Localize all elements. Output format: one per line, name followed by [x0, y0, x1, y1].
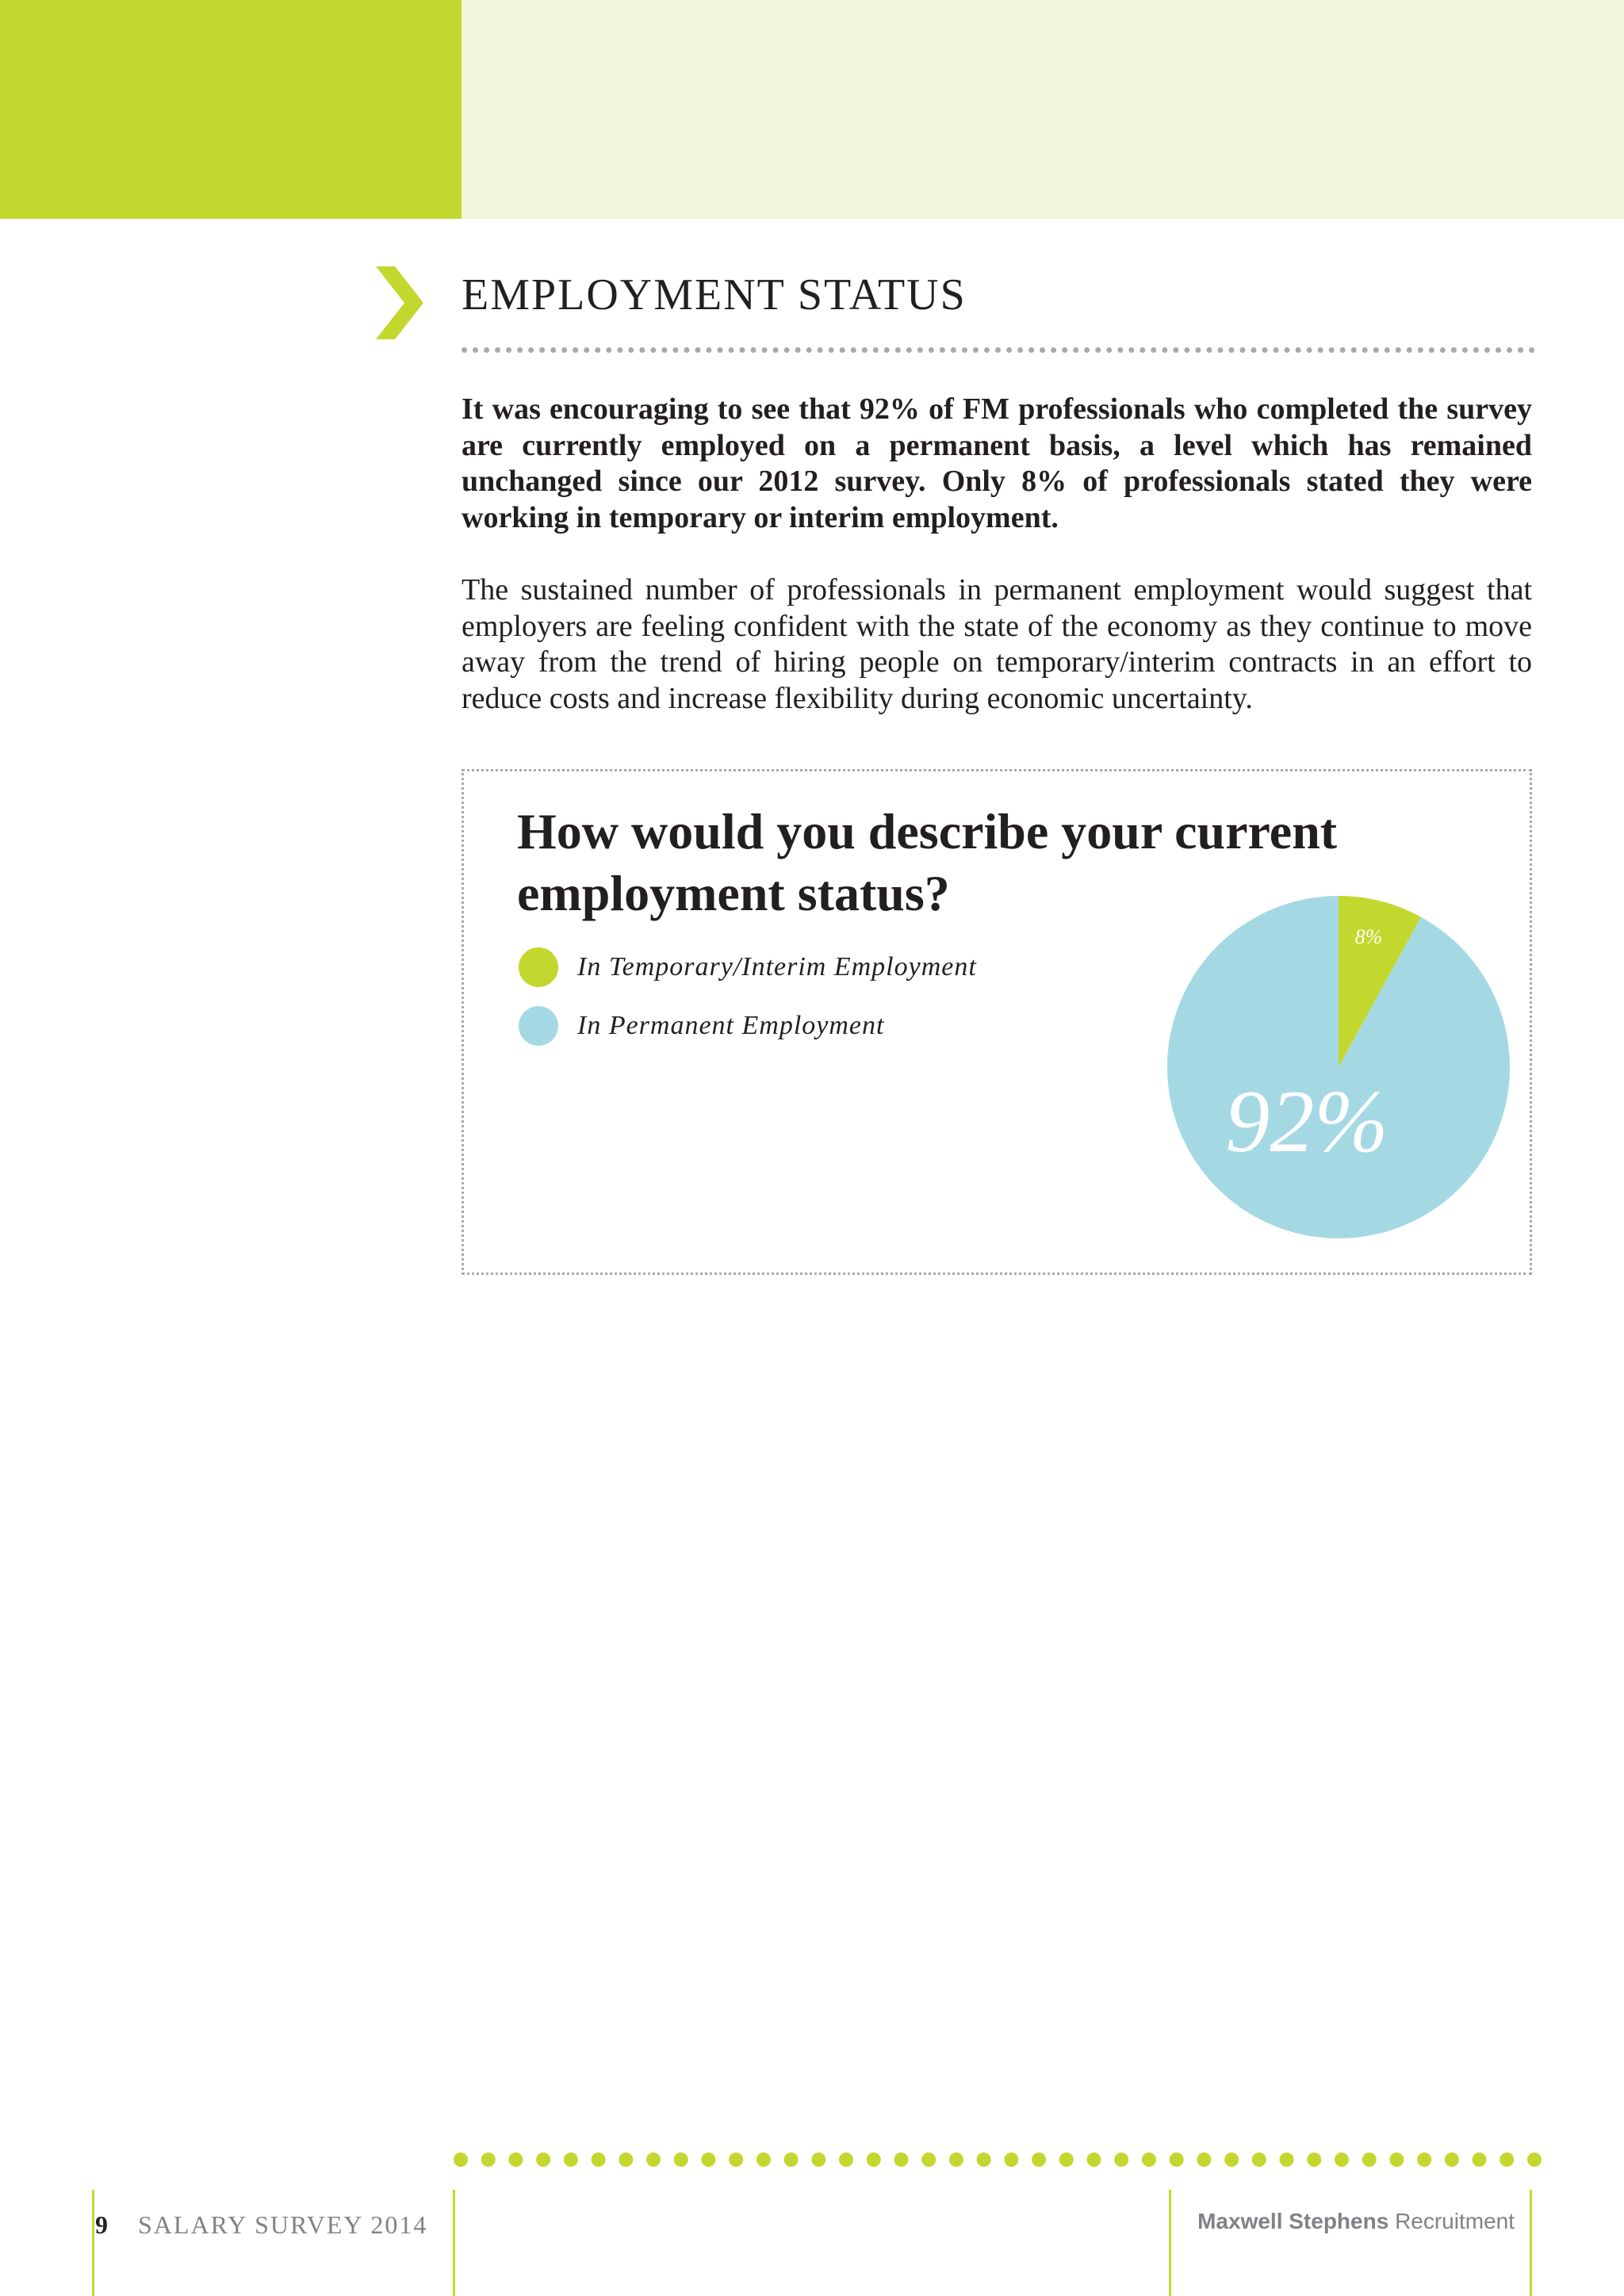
pie-slice-permanent — [1167, 896, 1510, 1238]
footer-dot — [1197, 2152, 1211, 2167]
footer-dot — [1527, 2152, 1542, 2167]
footer-dot — [536, 2152, 550, 2167]
footer-dot — [646, 2152, 661, 2167]
footer-dot — [1170, 2152, 1184, 2167]
footer-divider — [1169, 2190, 1171, 2296]
footer-dot — [1445, 2152, 1459, 2167]
publication-title: SALARY SURVEY 2014 — [138, 2210, 428, 2239]
footer-dot — [1362, 2152, 1377, 2167]
footer-dotted-rule — [454, 2150, 1542, 2169]
section-title: EMPLOYMENT STATUS — [462, 270, 967, 320]
footer-dot — [1059, 2152, 1074, 2167]
legend-item-temporary — [519, 947, 977, 988]
footer-dot — [1004, 2152, 1018, 2167]
body-paragraph: The sustained number of professionals in permanent employment would suggest that employers are feeling confident with the state of the economy as they continue to move away from the trend of hiring people on temporary/interim contracts in an effort to reduce costs and increase flexibility during economic uncertainty. — [462, 573, 1532, 715]
header-banner-accent — [0, 0, 462, 219]
footer-dot — [1335, 2152, 1349, 2167]
footer-dot — [1032, 2152, 1046, 2167]
footer-dot — [1417, 2152, 1431, 2167]
chart-title: How would you describe your current employment status? — [517, 803, 1338, 921]
pie-chart — [1166, 894, 1511, 1240]
legend-item-permanent — [519, 1005, 884, 1047]
footer-dot — [481, 2152, 496, 2167]
brand-name-light: Recruitment — [1395, 2209, 1515, 2233]
legend-swatch-temporary — [519, 947, 558, 987]
footer-dot — [592, 2152, 606, 2167]
footer-dot — [508, 2152, 523, 2167]
footer-dot — [811, 2152, 825, 2167]
footer-dot — [1389, 2152, 1404, 2167]
footer-dot — [564, 2152, 578, 2167]
footer-dot — [977, 2152, 991, 2167]
title-divider — [462, 347, 1535, 353]
footer-dot — [1252, 2152, 1266, 2167]
footer-dot — [701, 2152, 715, 2167]
footer-dot — [949, 2152, 963, 2167]
legend-label-temporary: In Temporary/Interim Employment — [577, 952, 977, 982]
footer-divider — [453, 2190, 455, 2296]
pie-label-temporary: 8% — [1354, 925, 1383, 948]
chevron-right-icon — [374, 266, 425, 339]
footer-dot — [784, 2152, 799, 2167]
footer-dot — [1142, 2152, 1156, 2167]
footer-dot — [921, 2152, 936, 2167]
footer-dot — [619, 2152, 633, 2167]
footer-dot — [1307, 2152, 1321, 2167]
footer-dot — [454, 2152, 468, 2167]
footer-divider — [1530, 2190, 1532, 2296]
footer-dot — [1224, 2152, 1239, 2167]
footer-dot — [1280, 2152, 1294, 2167]
footer-dot — [839, 2152, 853, 2167]
page-number: 9 — [95, 2210, 108, 2239]
legend-swatch-permanent — [519, 1006, 558, 1046]
footer-dot — [1087, 2152, 1101, 2167]
footer-dot — [1114, 2152, 1128, 2167]
footer-dot — [1473, 2152, 1487, 2167]
footer-dot — [674, 2152, 688, 2167]
footer-divider — [92, 2190, 94, 2296]
footer-dot — [867, 2152, 881, 2167]
pie-label-permanent: 92% — [1225, 1073, 1388, 1171]
brand-name — [1182, 2209, 1515, 2234]
footer-dot — [729, 2152, 743, 2167]
footer-dot — [756, 2152, 771, 2167]
header-banner — [462, 0, 1624, 219]
intro-paragraph: It was encouraging to see that 92% of FM professionals who completed the survey are currently employed on a permanent basis, a level which has remained unchanged since our 2012 survey. Only 8% of professionals stated they were working in temporary or interim employment. — [462, 392, 1532, 534]
footer-dot — [894, 2152, 908, 2167]
legend-label-permanent: In Permanent Employment — [577, 1011, 885, 1040]
brand-name-strong: Maxwell Stephens — [1197, 2209, 1389, 2233]
footer-dot — [1500, 2152, 1514, 2167]
